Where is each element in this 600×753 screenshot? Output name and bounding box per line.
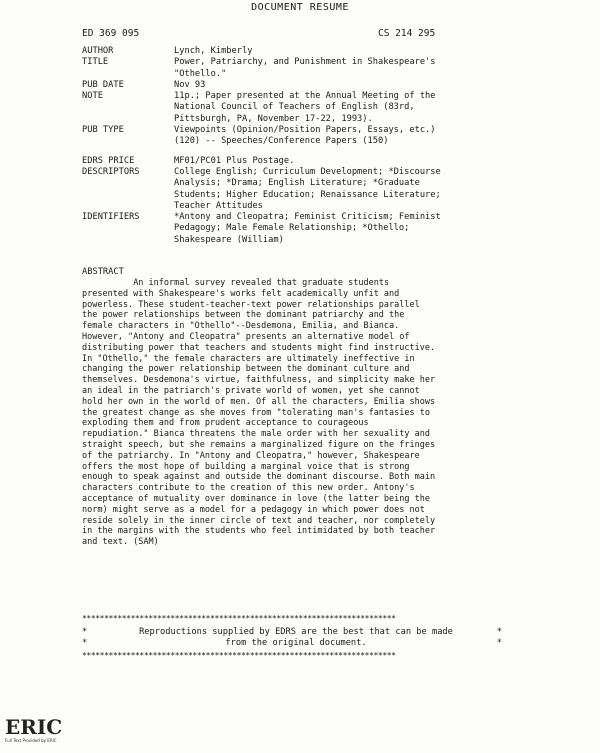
field-label: DESCRIPTORS — [82, 166, 140, 177]
field-author — [82, 46, 522, 57]
field-identifiers — [82, 212, 522, 246]
field-value: College English; Curriculum Development; *Discourse Analysis; *Drama; English Literature; *Graduate Students; Higher Education; Renaissance Literature; Teacher Attitudes — [174, 166, 441, 211]
cs-number: CS 214 295 — [378, 28, 436, 39]
field-label: IDENTIFIERS — [82, 212, 140, 223]
eric-logo — [4, 712, 63, 746]
field-label: NOTE — [82, 91, 103, 102]
notice-line-1: Reproductions supplied by EDRS are the best that can be made — [139, 627, 453, 637]
field-label: EDRS PRICE — [82, 155, 135, 166]
star-mark: * — [82, 627, 88, 637]
field-value: MF01/PC01 Plus Postage. — [174, 155, 295, 166]
field-label: AUTHOR — [82, 46, 114, 56]
field-descriptors — [82, 167, 522, 212]
field-value: Viewpoints (Opinion/Position Papers, Essays, etc.) (120) -- Speeches/Conference Papers (150) — [174, 125, 436, 147]
field-edrs-price — [82, 156, 522, 167]
field-label: PUB DATE — [82, 79, 124, 90]
field-value: Power, Patriarchy, and Punishment in Shakespeare's "Othello." — [174, 57, 436, 79]
field-value: *Antony and Cleopatra; Feminist Criticism; Feminist Pedagogy; Male Female Relationship; *Othello; Shakespeare (William) — [174, 212, 441, 245]
field-value: Nov 93 — [174, 79, 206, 90]
field-note — [82, 91, 522, 125]
field-value: 11p.; Paper presented at the Annual Meeting of the National Council of Teachers of English (83rd, Pittsburgh, PA, November 17-22, 1993). — [174, 91, 436, 124]
field-label: PUB TYPE — [82, 125, 124, 136]
document-title: DOCUMENT RESUME — [251, 2, 349, 13]
field-pub-date — [82, 80, 522, 91]
eric-logo-subtext: Full Text Provided by ERIC — [5, 738, 57, 743]
field-title — [82, 57, 522, 80]
star-mark: * — [496, 638, 502, 648]
field-label: TITLE — [82, 57, 109, 68]
reproduction-notice — [82, 627, 502, 649]
abstract-label: ABSTRACT — [82, 267, 124, 277]
star-mark: * — [82, 638, 88, 648]
ed-number: ED 369 095 — [82, 28, 140, 39]
abstract-text: An informal survey revealed that graduate students presented with Shakespeare's works felt academically unfit and powerless. These student-teacher-text power relationships parallel the power relationships between the dominant patriarchy and the female characters in "Othello"--Desdemona, Emilia, and Bianca. However, "Antony and Cleopatra" presents an alternative model of distributing power that teachers and students might find instructive. In "Othello," the female characters are ultimately ineffective in changing the power relationship between the dominant culture and themselves. Desdemona's virtue, faithfulness, and simplicity make her an ideal in the patriarch's private world of women, yet she cannot hold her own in the world of men. Of all the characters, Emilia shows the greatest change as she moves from "tolerating man's fantasies to exploding them and from prudent acceptance to courageous repudiation." Bianca threatens the male order with her sexuality and straight speech, but she remains a marginalized figure on the fringes of the patriarchy. In "Antony and Cleopatra," however, Shakespeare offers the most hope of building a marginal voice that is strong enough to speak against and outside the dominant discourse. Both main characters contribute to the creation of this new order. Antony's acceptance of mutuality over dominance in love (the latter being the norm) might serve as a model for a pedagogy in which power does not reside solely in the inner circle of text and teacher, nor completely in the margins with the students who feel intimidated by both teacher and text. (SAM) — [82, 278, 436, 548]
field-value: Lynch, Kimberly — [174, 46, 253, 56]
field-pub-type — [82, 125, 522, 148]
eric-logo-text: ERIC — [5, 715, 63, 739]
star-mark: * — [496, 627, 502, 637]
star-border-bottom: *********************************************************************** — [82, 651, 396, 660]
metadata-fields — [82, 46, 522, 246]
star-border-top: *********************************************************************** — [82, 614, 396, 623]
notice-line-2: from the original document. — [225, 638, 367, 648]
